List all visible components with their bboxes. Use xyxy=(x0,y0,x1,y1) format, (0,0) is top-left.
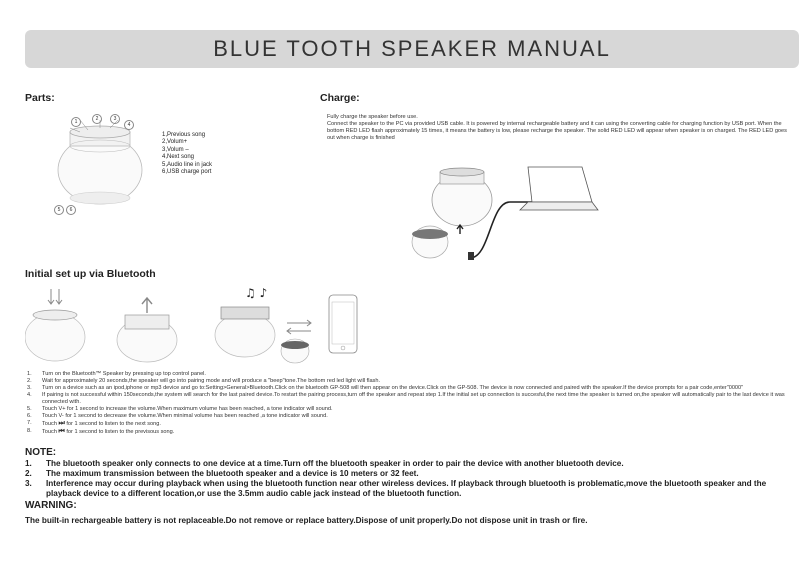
callout-4: 4 xyxy=(124,120,134,130)
charge-text xyxy=(327,114,793,142)
callout-2: 2 xyxy=(92,114,102,124)
step-text: for 1 second to listen to the previsous song. xyxy=(66,429,175,435)
note-number: 2. xyxy=(25,469,32,478)
parts-item: 6,USB charge port xyxy=(162,169,212,176)
callout-3: 3 xyxy=(110,114,120,124)
charge-line-2: Connect the speaker to the PC via provided USB cable. It is powered by internal rechargeable battery and it can using the converting cable for charging function by USB port. When the bottom RED LED flash approximately 15 times, it means the battery is low, please recharge the speaker. The solid RED LED will appear when speaker is on charged. The RED LED goes out when charge is finished xyxy=(327,121,787,141)
step-touch-label: Touch xyxy=(42,421,57,427)
step-number: 8. xyxy=(27,428,32,434)
next-song-icon: ⏭ xyxy=(58,420,65,427)
svg-text:♫ ♪: ♫ ♪ xyxy=(245,286,268,300)
previous-song-icon: ⏮ xyxy=(58,428,65,435)
charging-illustration xyxy=(410,162,600,262)
step-number: 4. xyxy=(27,392,32,398)
note-item xyxy=(25,479,795,499)
title-bar xyxy=(25,30,799,68)
charge-line-1: Fully charge the speaker before use. xyxy=(327,114,418,120)
step-text: Turn on the Bluetooth™ Speaker by pressing up top control panel. xyxy=(42,371,206,377)
parts-item: 1,Previous song xyxy=(162,132,206,138)
parts-item: 3,Volum – xyxy=(162,146,189,153)
note-heading: NOTE: xyxy=(25,447,57,458)
callout-5: 5 xyxy=(54,205,64,215)
step-text: Wait for approximately 20 seconds,the speaker will go into pairing mode and will produce a "beep"tone.The bottom red led light will flash. xyxy=(42,378,381,384)
setup-step xyxy=(27,413,797,420)
warning-text: The built-in rechargeable battery is not replaceable.Do not remove or replace battery.Dispose of unit properly.Do not dispose unit in trash or fire. xyxy=(25,516,588,525)
note-number: 1. xyxy=(25,459,32,468)
speaker-parts-illustration xyxy=(50,110,170,210)
note-item xyxy=(25,469,795,479)
step-number: 5. xyxy=(27,406,32,412)
step-number: 6. xyxy=(27,413,32,419)
setup-step xyxy=(27,428,797,436)
setup-step xyxy=(27,371,797,378)
note-text: Interference may occur during playback when using the bluetooth function near other wireless devices. If playback through bluetooth is problematic,move the bluetooth speaker and the playback device to a different location,or use the 3.5mm audio cable jack instead of the bluetooth function. xyxy=(46,479,767,498)
setup-step xyxy=(27,420,797,428)
step-text: If pairing is not successful within 150seconds,the system will search for the last paired device.To restart the pairing process,turn off the speaker and repeat step 1.If the initial set up connection is succesful,the next time the speaker is turned on,the speaker will automatically pair to the last device it was connected with. xyxy=(42,392,785,405)
step-number: 1. xyxy=(27,371,32,377)
notes-list xyxy=(25,459,795,499)
note-number: 3. xyxy=(25,479,32,488)
setup-illustration xyxy=(25,285,405,365)
setup-step xyxy=(27,392,797,406)
parts-item: 2,Volum+ xyxy=(162,139,188,146)
setup-step xyxy=(27,385,797,392)
step-number: 3. xyxy=(27,385,32,391)
parts-heading: Parts: xyxy=(25,92,55,104)
step-text: Touch V+ for 1 second to increase the volume.When maximum volume has been reached, a tone indicator will sound. xyxy=(42,406,333,412)
step-number: 2. xyxy=(27,378,32,384)
page-title: BLUE TOOTH SPEAKER MANUAL xyxy=(213,36,611,61)
note-text: The bluetooth speaker only connects to one device at a time.Turn off the bluetooth speaker in order to pair the device with another bluetooth device. xyxy=(46,459,624,468)
setup-step xyxy=(27,406,797,413)
parts-list xyxy=(162,132,212,176)
step-text: for 1 second to listen to the next song. xyxy=(66,421,161,427)
step-touch-label: Touch xyxy=(42,429,57,435)
step-text: Turn on a device such as an ipod,iphone or mp3 device and go to:Setting>General>Bluetooth.Click on the bluetooth GP-508 will then appear on the device.Click on the GP-508. The device is now connected and paired with the speaker.If the device prompts for a pair code,enter"0000" xyxy=(42,385,744,391)
setup-heading: Initial set up via Bluetooth xyxy=(25,268,156,280)
callout-6: 6 xyxy=(66,205,76,215)
warning-heading: WARNING: xyxy=(25,500,77,511)
setup-steps xyxy=(27,371,797,436)
parts-item: 5,Audio line in jack xyxy=(162,161,213,168)
parts-item: 4,Next song xyxy=(162,154,195,161)
step-text: Touch V- for 1 second to decrease the volume.When minimal volume has been reached ,a tone indicator will sound. xyxy=(42,413,328,419)
charge-heading: Charge: xyxy=(320,92,360,104)
note-text: The maximum transmission between the bluetooth speaker and a device is 10 meters or 32 feet. xyxy=(46,469,419,478)
setup-step xyxy=(27,378,797,385)
note-item xyxy=(25,459,795,469)
callout-1: 1 xyxy=(71,117,81,127)
step-number: 7. xyxy=(27,420,32,426)
